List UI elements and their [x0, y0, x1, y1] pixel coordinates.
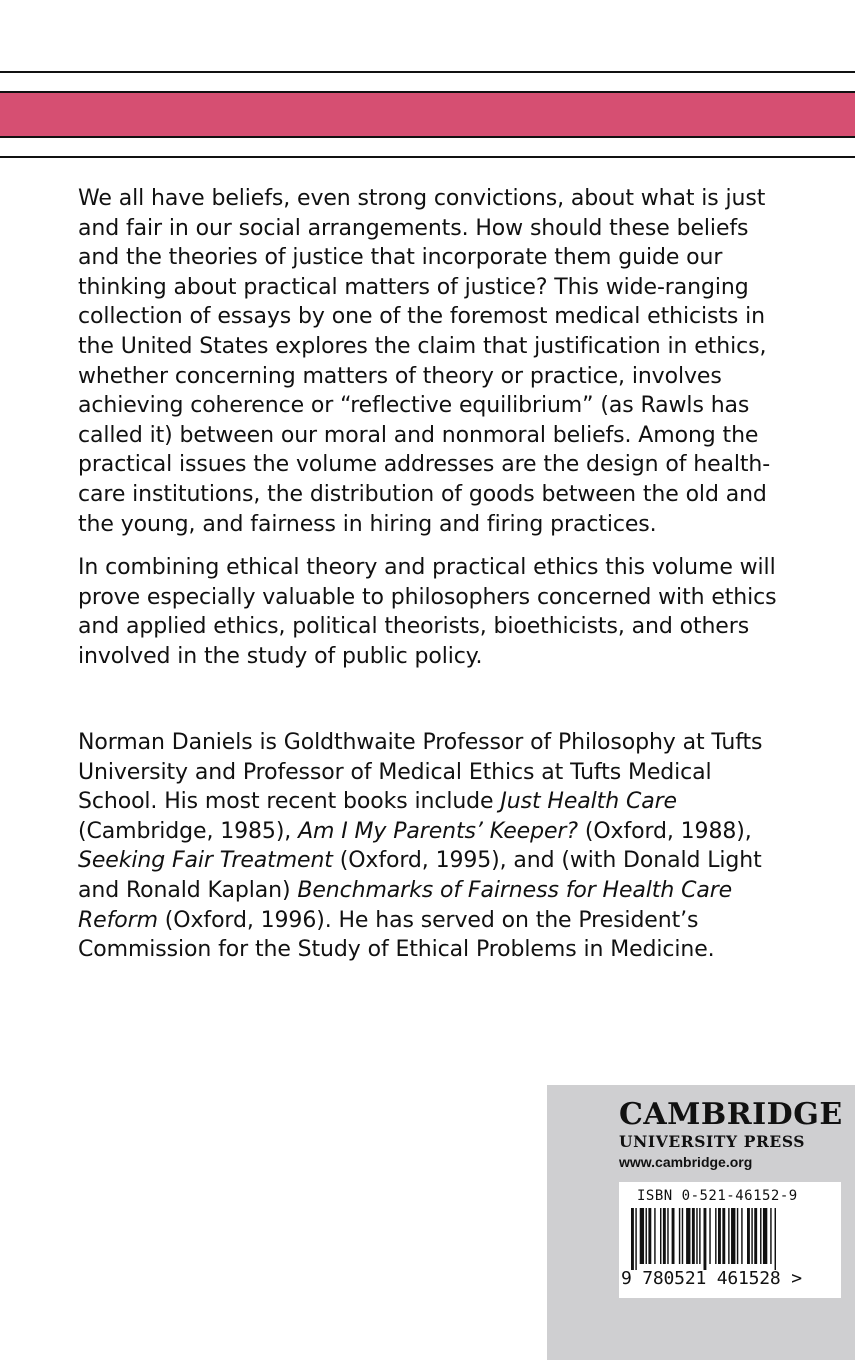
author-bio-paragraph — [78, 728, 778, 965]
bio-text: (Oxford, 1995), and (with Donald Light and Ronald Kaplan) — [78, 848, 762, 903]
barcode-bar — [660, 1208, 661, 1264]
bottom-rule — [0, 156, 855, 158]
barcode-bar — [672, 1208, 675, 1264]
book-title: Am I My Parents’ Keeper? — [298, 818, 578, 844]
barcode-bar — [728, 1208, 729, 1264]
barcode-bar — [646, 1208, 647, 1264]
publisher-name: CAMBRIDGE — [619, 1097, 843, 1132]
barcode-bar — [682, 1208, 683, 1264]
barcode-bar — [704, 1208, 707, 1270]
barcode-bar — [631, 1208, 634, 1270]
bio-text: (Oxford, 1988), — [577, 818, 752, 844]
publisher-url: www.cambridge.org — [619, 1154, 753, 1170]
color-band — [0, 91, 855, 138]
barcode-bar — [667, 1208, 668, 1264]
barcode-bar — [741, 1208, 742, 1264]
barcode-bar — [663, 1208, 666, 1264]
barcode-bar — [751, 1208, 752, 1264]
barcode-bar — [709, 1208, 710, 1264]
bio-text: (Cambridge, 1985), — [78, 818, 299, 844]
barcode-bar — [715, 1208, 716, 1264]
barcode-bar — [640, 1208, 644, 1264]
publisher-block — [547, 1085, 855, 1360]
description-paragraph-1: We all have beliefs, even strong convictions, about what is just and fair in our social arrangements. How should these beliefs and the theories of justice that incorporate them guide our thinking about practical matters of justice? This wide-ranging collection of essays by one of the foremost medical ethicists in the United States explores the claim that justification in ethics, whether concerning matters of theory or practice, involves achieving coherence or “reflective equilibrium” (as Rawls has called it) between our moral and nonmoral beliefs. Among the practical issues the volume addresses are the design of health-care institutions, the distribution of goods between the old and the young, and fairness in hiring and firing practices. — [78, 186, 771, 537]
bio-intro: Norman Daniels is Goldthwaite Professor of Philosophy at Tufts University and Professor of Medical Ethics at Tufts Medical School. His most recent books include — [78, 730, 763, 815]
barcode-bar — [770, 1208, 771, 1264]
description-paragraph-2: In combining ethical theory and practical ethics this volume will prove especially valuable to philosophers concerned with ethics and applied ethics, political theorists, bioethicists, and others involved in the study of public policy. — [78, 555, 777, 669]
barcode-bar — [747, 1208, 750, 1264]
barcode-bar — [696, 1208, 697, 1264]
publisher-press: UNIVERSITY PRESS — [619, 1132, 806, 1151]
barcode-bar — [654, 1208, 655, 1264]
barcode-bar — [686, 1208, 690, 1264]
barcode-bar — [760, 1208, 761, 1264]
isbn-label: ISBN 0-521-46152-9 — [637, 1188, 798, 1204]
ean-number: 9 780521 461528 > — [621, 1268, 802, 1289]
barcode-bar — [737, 1208, 738, 1264]
top-rule — [0, 71, 855, 73]
barcode-bars — [629, 1208, 829, 1270]
barcode-bar — [775, 1208, 776, 1270]
book-title: Seeking Fair Treatment — [78, 848, 333, 874]
barcode-bar — [648, 1208, 651, 1264]
book-title: Benchmarks of Fairness for Health Care Reform — [78, 877, 733, 933]
barcode-bar — [699, 1208, 700, 1264]
barcode-bar — [722, 1208, 725, 1264]
description — [78, 184, 778, 672]
barcode — [619, 1182, 841, 1298]
barcode-bar — [718, 1208, 721, 1264]
barcode-bar — [763, 1208, 767, 1264]
barcode-bar — [731, 1208, 735, 1264]
barcode-bar — [692, 1208, 695, 1264]
barcode-bar — [754, 1208, 757, 1264]
author-bio — [78, 728, 778, 965]
book-title: Just Health Care — [500, 789, 677, 815]
bio-text: (Oxford, 1996). He has served on the President’s Commission for the Study of Ethical Problems in Medicine. — [78, 907, 715, 963]
barcode-bar — [635, 1208, 636, 1270]
barcode-bar — [679, 1208, 680, 1264]
